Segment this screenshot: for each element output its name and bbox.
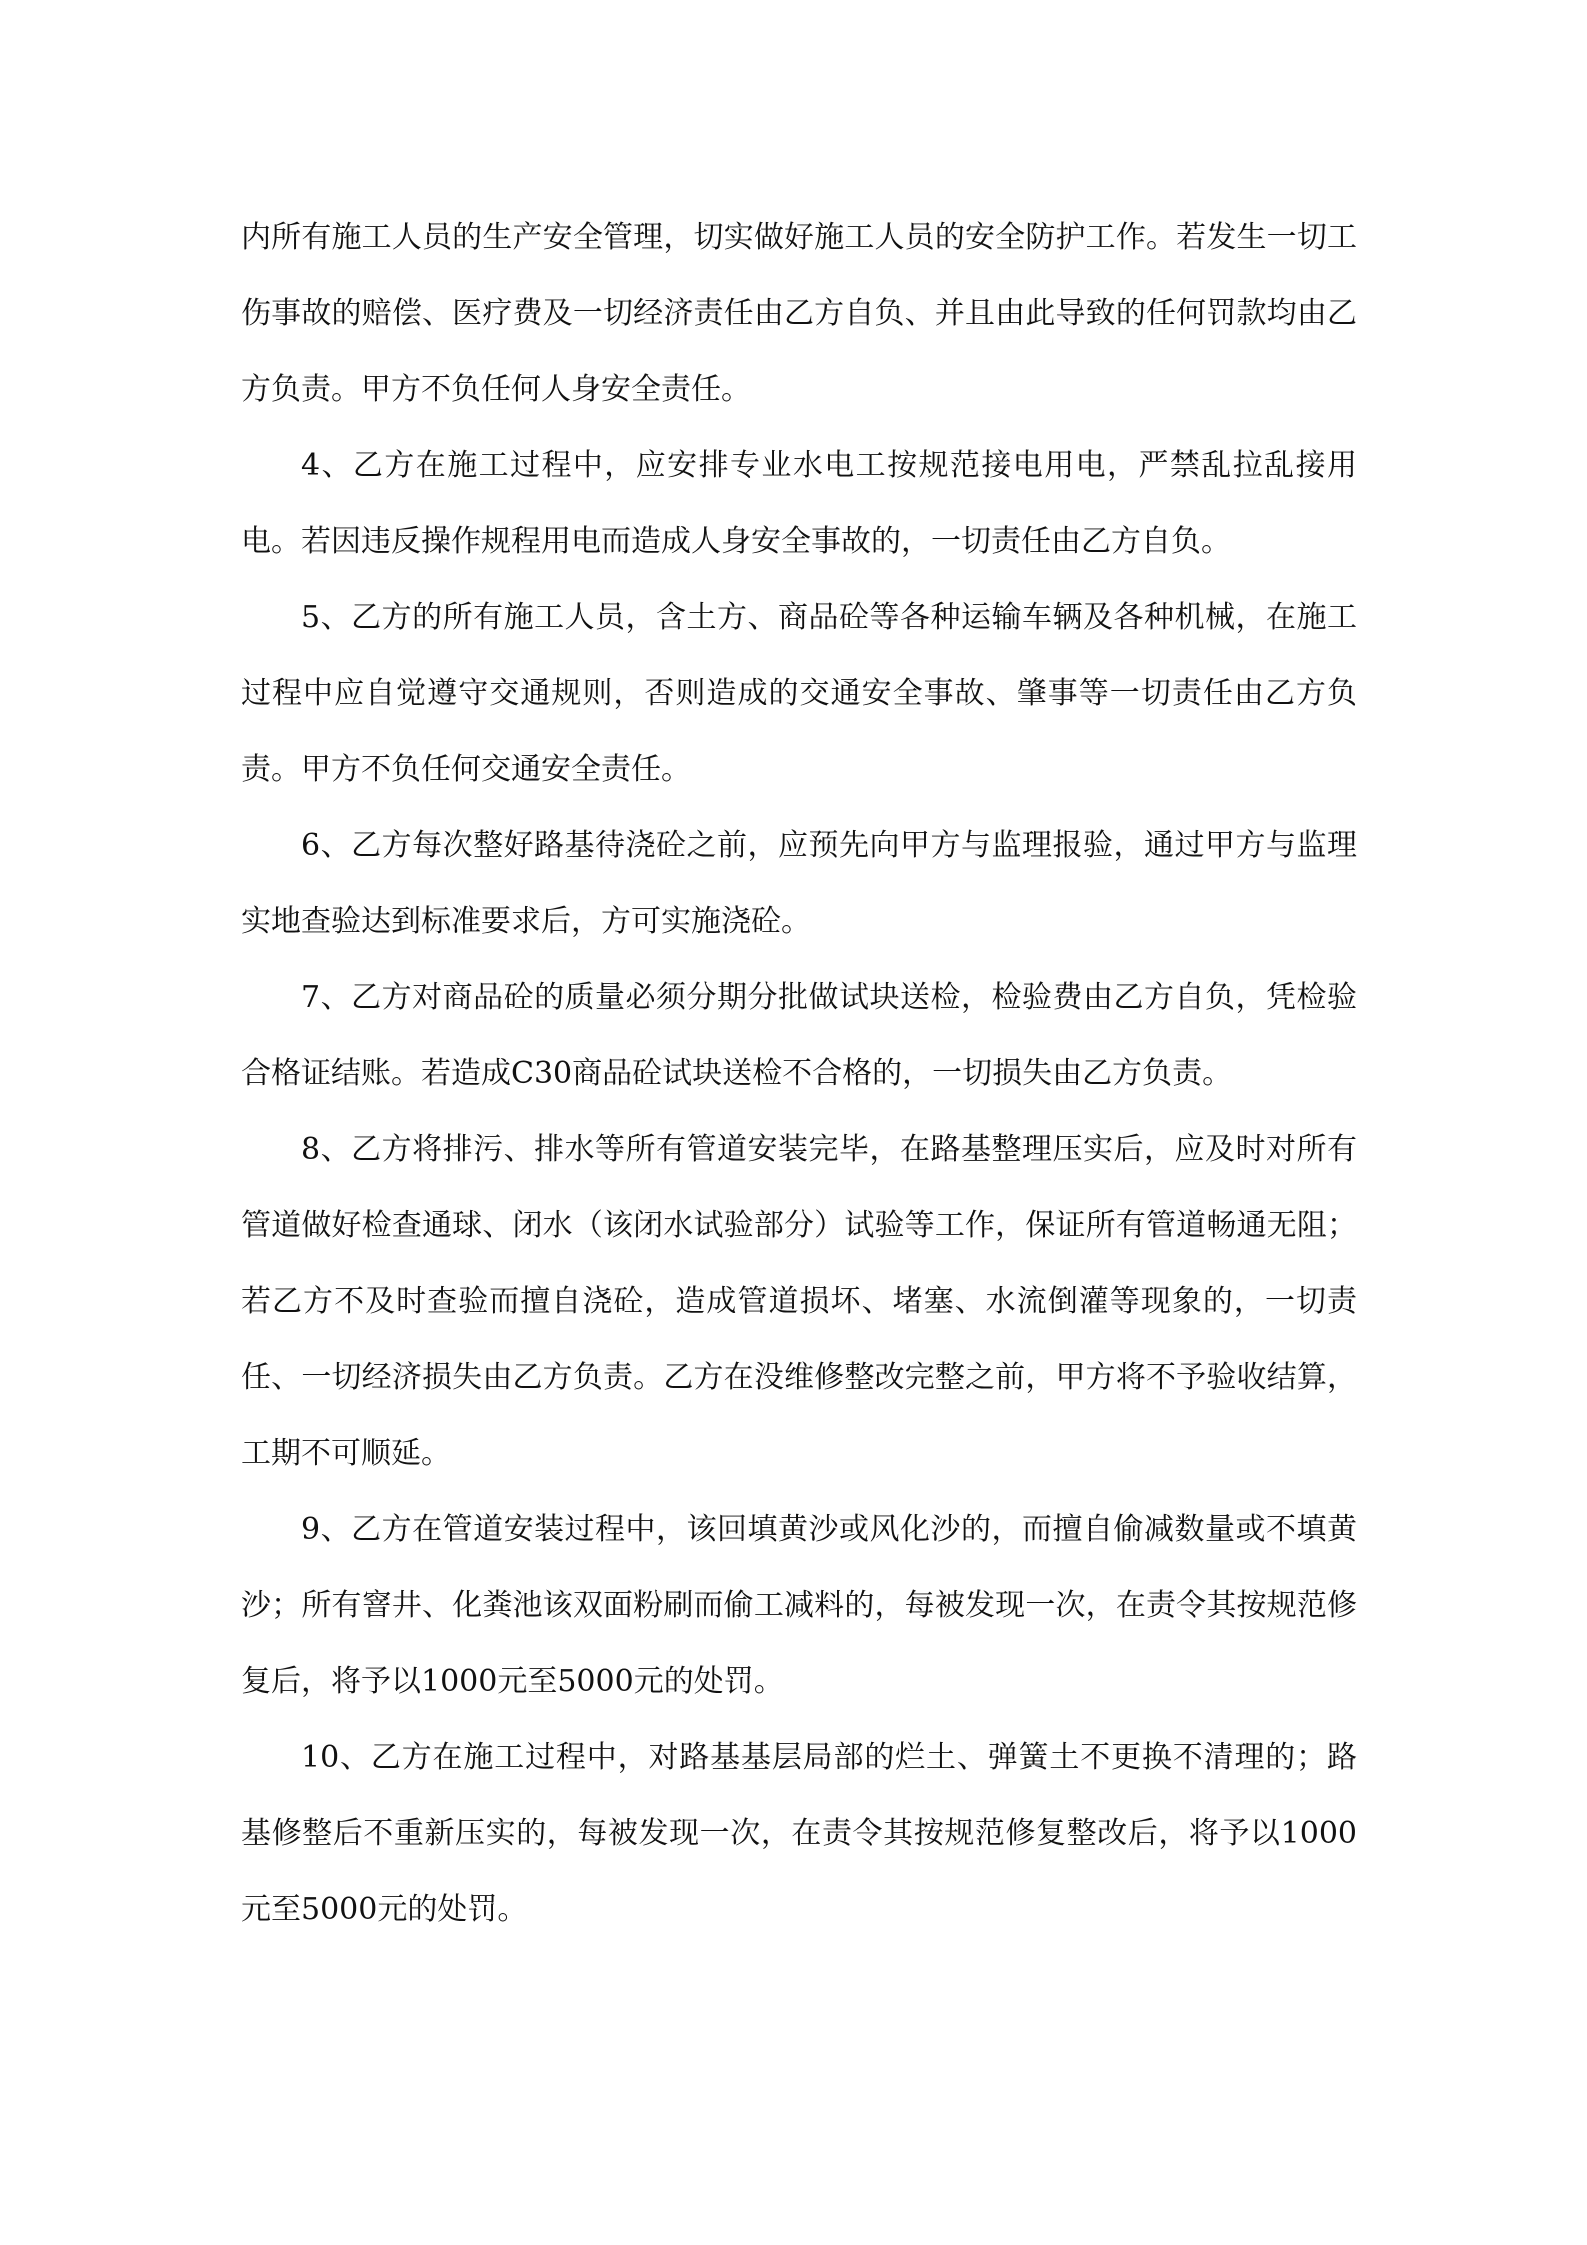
clause-6: 6、乙方每次整好路基待浇砼之前，应预先向甲方与监理报验，通过甲方与监理实地查验达到标准要求后，方可实施浇砼。	[241, 828, 1357, 939]
clause-9: 9、乙方在管道安装过程中，该回填黄沙或风化沙的，而擅自偷减数量或不填黄沙；所有窨井、化粪池该双面粉刷而偷工减料的，每被发现一次，在责令其按规范修复后，将予以1000元至5000元的处罚。	[241, 1512, 1357, 1699]
paragraph-continued: 内所有施工人员的生产安全管理，切实做好施工人员的安全防护工作。若发生一切工伤事故的赔偿、医疗费及一切经济责任由乙方自负、并且由此导致的任何罚款均由乙方负责。甲方不负任何人身安全责任。	[241, 220, 1357, 407]
clause-8: 8、乙方将排污、排水等所有管道安装完毕，在路基整理压实后，应及时对所有管道做好检查通球、闭水（该闭水试验部分）试验等工作，保证所有管道畅通无阻；若乙方不及时查验而擅自浇砼，造成管道损坏、堵塞、水流倒灌等现象的，一切责任、一切经济损失由乙方负责。乙方在没维修整改完整之前，甲方将不予验收结算，工期不可顺延。	[241, 1132, 1357, 1471]
clause-10: 10、乙方在施工过程中，对路基基层局部的烂土、弹簧土不更换不清理的；路基修整后不重新压实的，每被发现一次，在责令其按规范修复整改后，将予以1000元至5000元的处罚。	[241, 1740, 1357, 1927]
document-body	[241, 200, 1357, 1948]
clause-5: 5、乙方的所有施工人员，含土方、商品砼等各种运输车辆及各种机械，在施工过程中应自觉遵守交通规则，否则造成的交通安全事故、肇事等一切责任由乙方负责。甲方不负任何交通安全责任。	[241, 600, 1357, 787]
clause-4: 4、乙方在施工过程中，应安排专业水电工按规范接电用电，严禁乱拉乱接用电。若因违反操作规程用电而造成人身安全事故的，一切责任由乙方自负。	[241, 448, 1357, 559]
clause-7: 7、乙方对商品砼的质量必须分期分批做试块送检，检验费由乙方自负，凭检验合格证结账。若造成C30商品砼试块送检不合格的，一切损失由乙方负责。	[241, 980, 1357, 1091]
